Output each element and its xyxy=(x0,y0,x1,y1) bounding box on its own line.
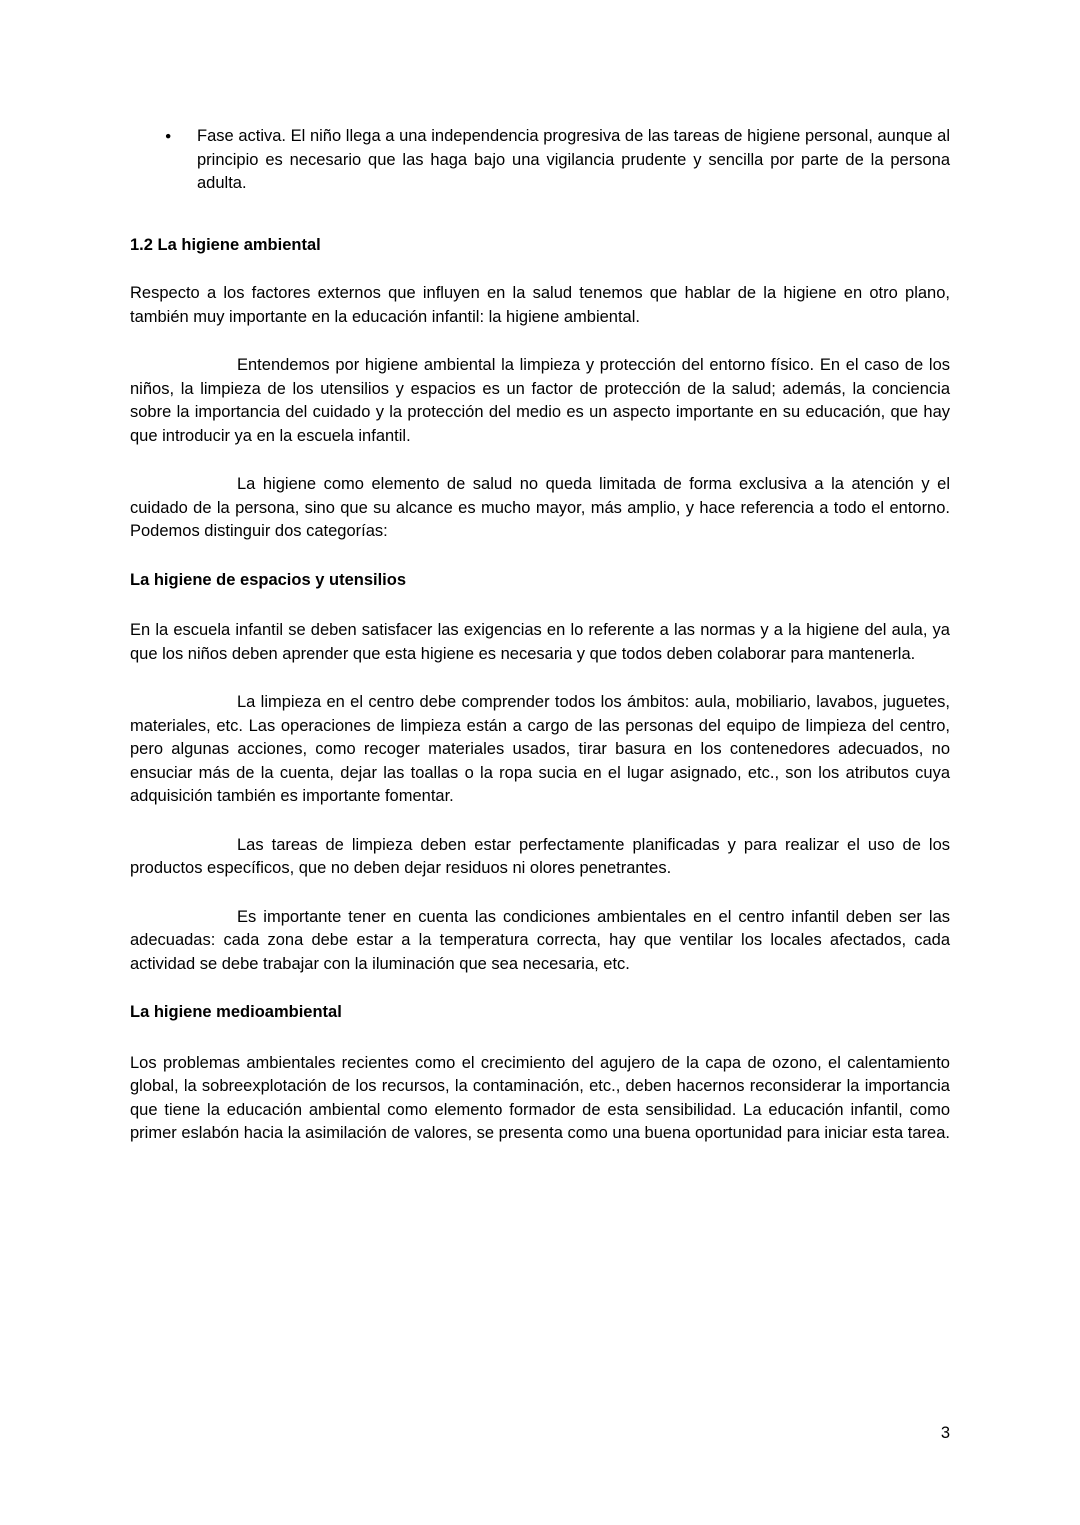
page-number: 3 xyxy=(940,1423,950,1442)
paragraph: Las tareas de limpieza deben estar perfectamente planificadas y para realizar el uso de los productos específicos, que no deben dejar residuos ni olores penetrantes. xyxy=(130,835,950,877)
paragraph: Los problemas ambientales recientes como el crecimiento del agujero de la capa de ozono, el calentamiento global, la sobreexplotación de los recursos, la contaminación, etc., deben hacernos reconsiderar la importancia que tiene la educación ambiental como elemento formador de esta sensibilidad. La educación infantil, como primer eslabón hacia la asimilación de valores, se presenta como una buena oportunidad para iniciar esta tarea. xyxy=(130,1053,950,1142)
bullet-icon: ● xyxy=(165,130,172,142)
paragraph: En la escuela infantil se deben satisfacer las exigencias en lo referente a las normas y a la higiene del aula, ya que los niños deben aprender que esta higiene es necesaria y que todos deben colaborar para mantenerla. xyxy=(130,621,950,663)
subheading-higiene-espacios-utensilios: La higiene de espacios y utensilios xyxy=(130,570,407,589)
paragraph: La higiene como elemento de salud no queda limitada de forma exclusiva a la atención y el cuidado de la persona, sino que su alcance es mucho mayor, más amplio, y hace referencia a todo el entorno. Podemos distinguir dos categorías: xyxy=(130,475,950,540)
bullet-item xyxy=(165,125,950,196)
paragraph: Entendemos por higiene ambiental la limpieza y protección del entorno físico. En el caso de los niños, la limpieza de los utensilios y espacios es un factor de protección de la salud; además, la conciencia sobre la importancia del cuidado y la protección del medio es un aspecto importante en su educación, que hay que introducir ya en la escuela infantil. xyxy=(130,356,950,445)
section-heading-higiene-ambiental: 1.2 La higiene ambiental xyxy=(130,235,321,254)
subheading-higiene-medioambiental: La higiene medioambiental xyxy=(130,1003,342,1021)
paragraph: Es importante tener en cuenta las condiciones ambientales en el centro infantil deben ser las adecuadas: cada zona debe estar a la temperatura correcta, hay que ventilar los locales afectados, cada actividad se debe trabajar con la iluminación que sea necesaria, etc. xyxy=(130,907,950,973)
paragraph: La limpieza en el centro debe comprender todos los ámbitos: aula, mobiliario, lavabos, juguetes, materiales, etc. Las operaciones de limpieza están a cargo de las personas del equipo de limpieza del centro, pero algunas acciones, como recoger materiales usados, tirar basura en los contenedores adecuados, no ensuciar más de la cuenta, dejar las toallas o la ropa sucia en el lugar asignado, etc., son los atributos cuya adquisición también es importante fomentar. xyxy=(130,693,950,805)
bullet-list xyxy=(130,125,950,196)
bullet-text: Fase activa. El niño llega a una independencia progresiva de las tareas de higiene personal, aunque al principio es necesario que las haga bajo una vigilancia prudente y sencilla por parte de la persona adulta. xyxy=(197,127,950,192)
paragraph: Respecto a los factores externos que influyen en la salud tenemos que hablar de la higiene en otro plano, también muy importante en la educación infantil: la higiene ambiental. xyxy=(130,284,950,326)
